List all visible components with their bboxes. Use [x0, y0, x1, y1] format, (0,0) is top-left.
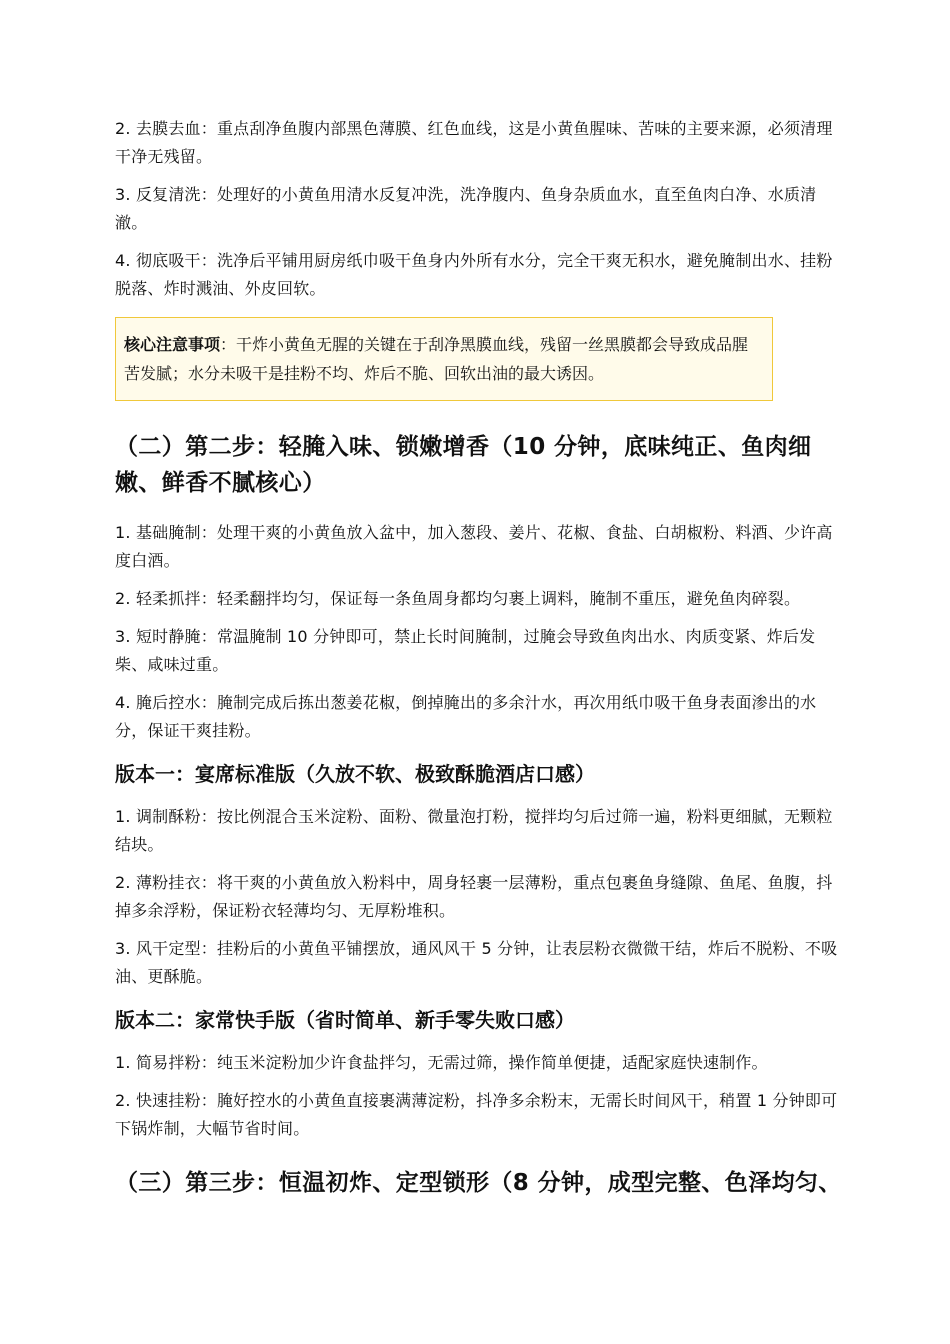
note-text: ：干炸小黄鱼无腥的关键在于刮净黑膜血线，残留一丝黑膜都会导致成品腥苦发腻；水分未吸干是挂粉不均、炸后不脆、回软出油的最大诱因。 [124, 335, 749, 383]
list-item: 4. 腌后控水：腌制完成后拣出葱姜花椒，倒掉腌出的多余汁水，再次用纸巾吸干鱼身表面渗出的水分，保证干爽挂粉。 [115, 693, 817, 740]
list-item: 2. 轻柔抓拌：轻柔翻拌均匀，保证每一条鱼周身都均匀裹上调料，腌制不重压，避免鱼肉碎裂。 [115, 589, 801, 608]
section-heading: （三）第三步：恒温初炸、定型锁形（8 分钟，成型完整、色泽均匀、 [115, 1170, 842, 1196]
list-item: 2. 快速挂粉：腌好控水的小黄鱼直接裹满薄淀粉，抖净多余粉末，无需长时间风干，稍置 1 分钟即可下锅炸制，大幅节省时间。 [115, 1091, 838, 1138]
list-item: 1. 简易拌粉：纯玉米淀粉加少许食盐拌匀，无需过筛，操作简单便捷，适配家庭快速制作。 [115, 1053, 768, 1072]
list-item: 1. 基础腌制：处理干爽的小黄鱼放入盆中，加入葱段、姜片、花椒、食盐、白胡椒粉、料酒、少许高度白酒。 [115, 523, 833, 570]
section-heading: （二）第二步：轻腌入味、锁嫩增香（10 分钟，底味纯正、鱼肉细嫩、鲜香不腻核心） [115, 434, 812, 496]
list-item: 3. 短时静腌：常温腌制 10 分钟即可，禁止长时间腌制，过腌会导致鱼肉出水、肉质变紧、炸后发柴、咸味过重。 [115, 627, 816, 674]
list-item: 3. 风干定型：挂粉后的小黄鱼平铺摆放，通风风干 5 分钟，让表层粉衣微微干结，炸后不脱粉、不吸油、更酥脆。 [115, 939, 838, 986]
key-note-box [115, 317, 773, 401]
subsection-heading: 版本二：家常快手版（省时简单、新手零失败口感） [115, 1008, 575, 1032]
document-page [115, 115, 840, 1219]
list-item: 2. 薄粉挂衣：将干爽的小黄鱼放入粉料中，周身轻裹一层薄粉，重点包裹鱼身缝隙、鱼尾、鱼腹，抖掉多余浮粉，保证粉衣轻薄均匀、无厚粉堆积。 [115, 873, 833, 920]
note-label: 核心注意事项 [124, 335, 221, 354]
list-item: 4. 彻底吸干：洗净后平铺用厨房纸巾吸干鱼身内外所有水分，完全干爽无积水，避免腌制出水、挂粉脱落、炸时溅油、外皮回软。 [115, 251, 833, 298]
list-item: 2. 去膜去血：重点刮净鱼腹内部黑色薄膜、红色血线，这是小黄鱼腥味、苦味的主要来源，必须清理干净无残留。 [115, 119, 833, 166]
subsection-heading: 版本一：宴席标准版（久放不软、极致酥脆酒店口感） [115, 762, 595, 786]
list-item: 3. 反复清洗：处理好的小黄鱼用清水反复冲洗，洗净腹内、鱼身杂质血水，直至鱼肉白净、水质清澈。 [115, 185, 817, 232]
list-item: 1. 调制酥粉：按比例混合玉米淀粉、面粉、微量泡打粉，搅拌均匀后过筛一遍，粉料更细腻，无颗粒结块。 [115, 807, 833, 854]
